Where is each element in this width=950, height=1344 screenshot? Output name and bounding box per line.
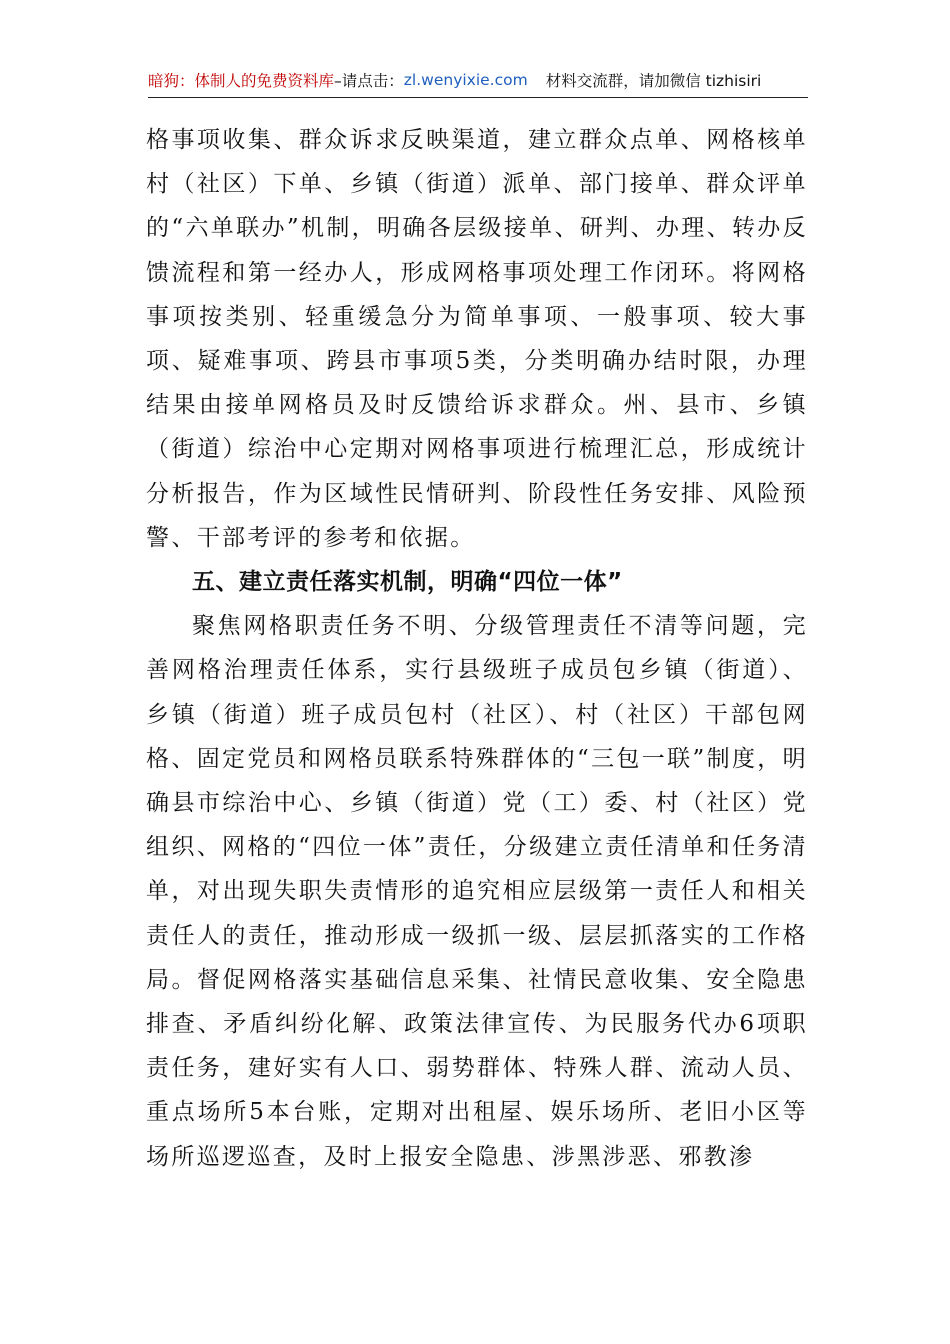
document-body	[146, 118, 808, 1179]
site-name: 暗狗：体制人的免费资料库	[148, 71, 335, 90]
click-prompt: –请点击：	[334, 71, 404, 90]
page-header	[148, 62, 808, 98]
body-paragraph: 格事项收集、群众诉求反映渠道，建立群众点单、网格核单村（社区）下单、乡镇（街道）派单、部门接单、群众评单的“六单联办”机制，明确各层级接单、研判、办理、转办反馈流程和第一经办人，形成网格事项处理工作闭环。将网格事项按类别、轻重缓急分为简单事项、一般事项、较大事项、疑难事项、跨县市事项5类，分类明确办结时限，办理结果由接单网格员及时反馈给诉求群众。州、县市、乡镇（街道）综治中心定期对网格事项进行梳理汇总，形成统计分析报告，作为区域性民情研判、阶段性任务安排、风险预警、干部考评的参考和依据。	[146, 127, 808, 551]
section-heading: 五、建立责任落实机制，明确“四位一体”	[192, 569, 623, 596]
wechat-note: 材料交流群，请加微信 tizhisiri	[545, 71, 762, 90]
site-link[interactable]: zl.wenyixie.com	[403, 70, 528, 89]
body-paragraph: 聚焦网格职责任务不明、分级管理责任不清等问题，完善网格治理责任体系，实行县级班子成员包乡镇（街道）、乡镇（街道）班子成员包村（社区）、村（社区）干部包网格、固定党员和网格员联系特殊群体的“三包一联”制度，明确县市综治中心、乡镇（街道）党（工）委、村（社区）党组织、网格的“四位一体”责任，分级建立责任清单和任务清单，对出现失职失责情形的追究相应层级第一责任人和相关责任人的责任，推动形成一级抓一级、层层抓落实的工作格局。督促网格落实基础信息采集、社情民意收集、安全隐患排查、矛盾纠纷化解、政策法律宣传、为民服务代办6项职责任务，建好实有人口、弱势群体、特殊人群、流动人员、重点场所5本台账，定期对出租屋、娱乐场所、老旧小区等场所巡逻巡查，及时上报安全隐患、涉黑涉恶、邪教渗	[146, 613, 808, 1170]
